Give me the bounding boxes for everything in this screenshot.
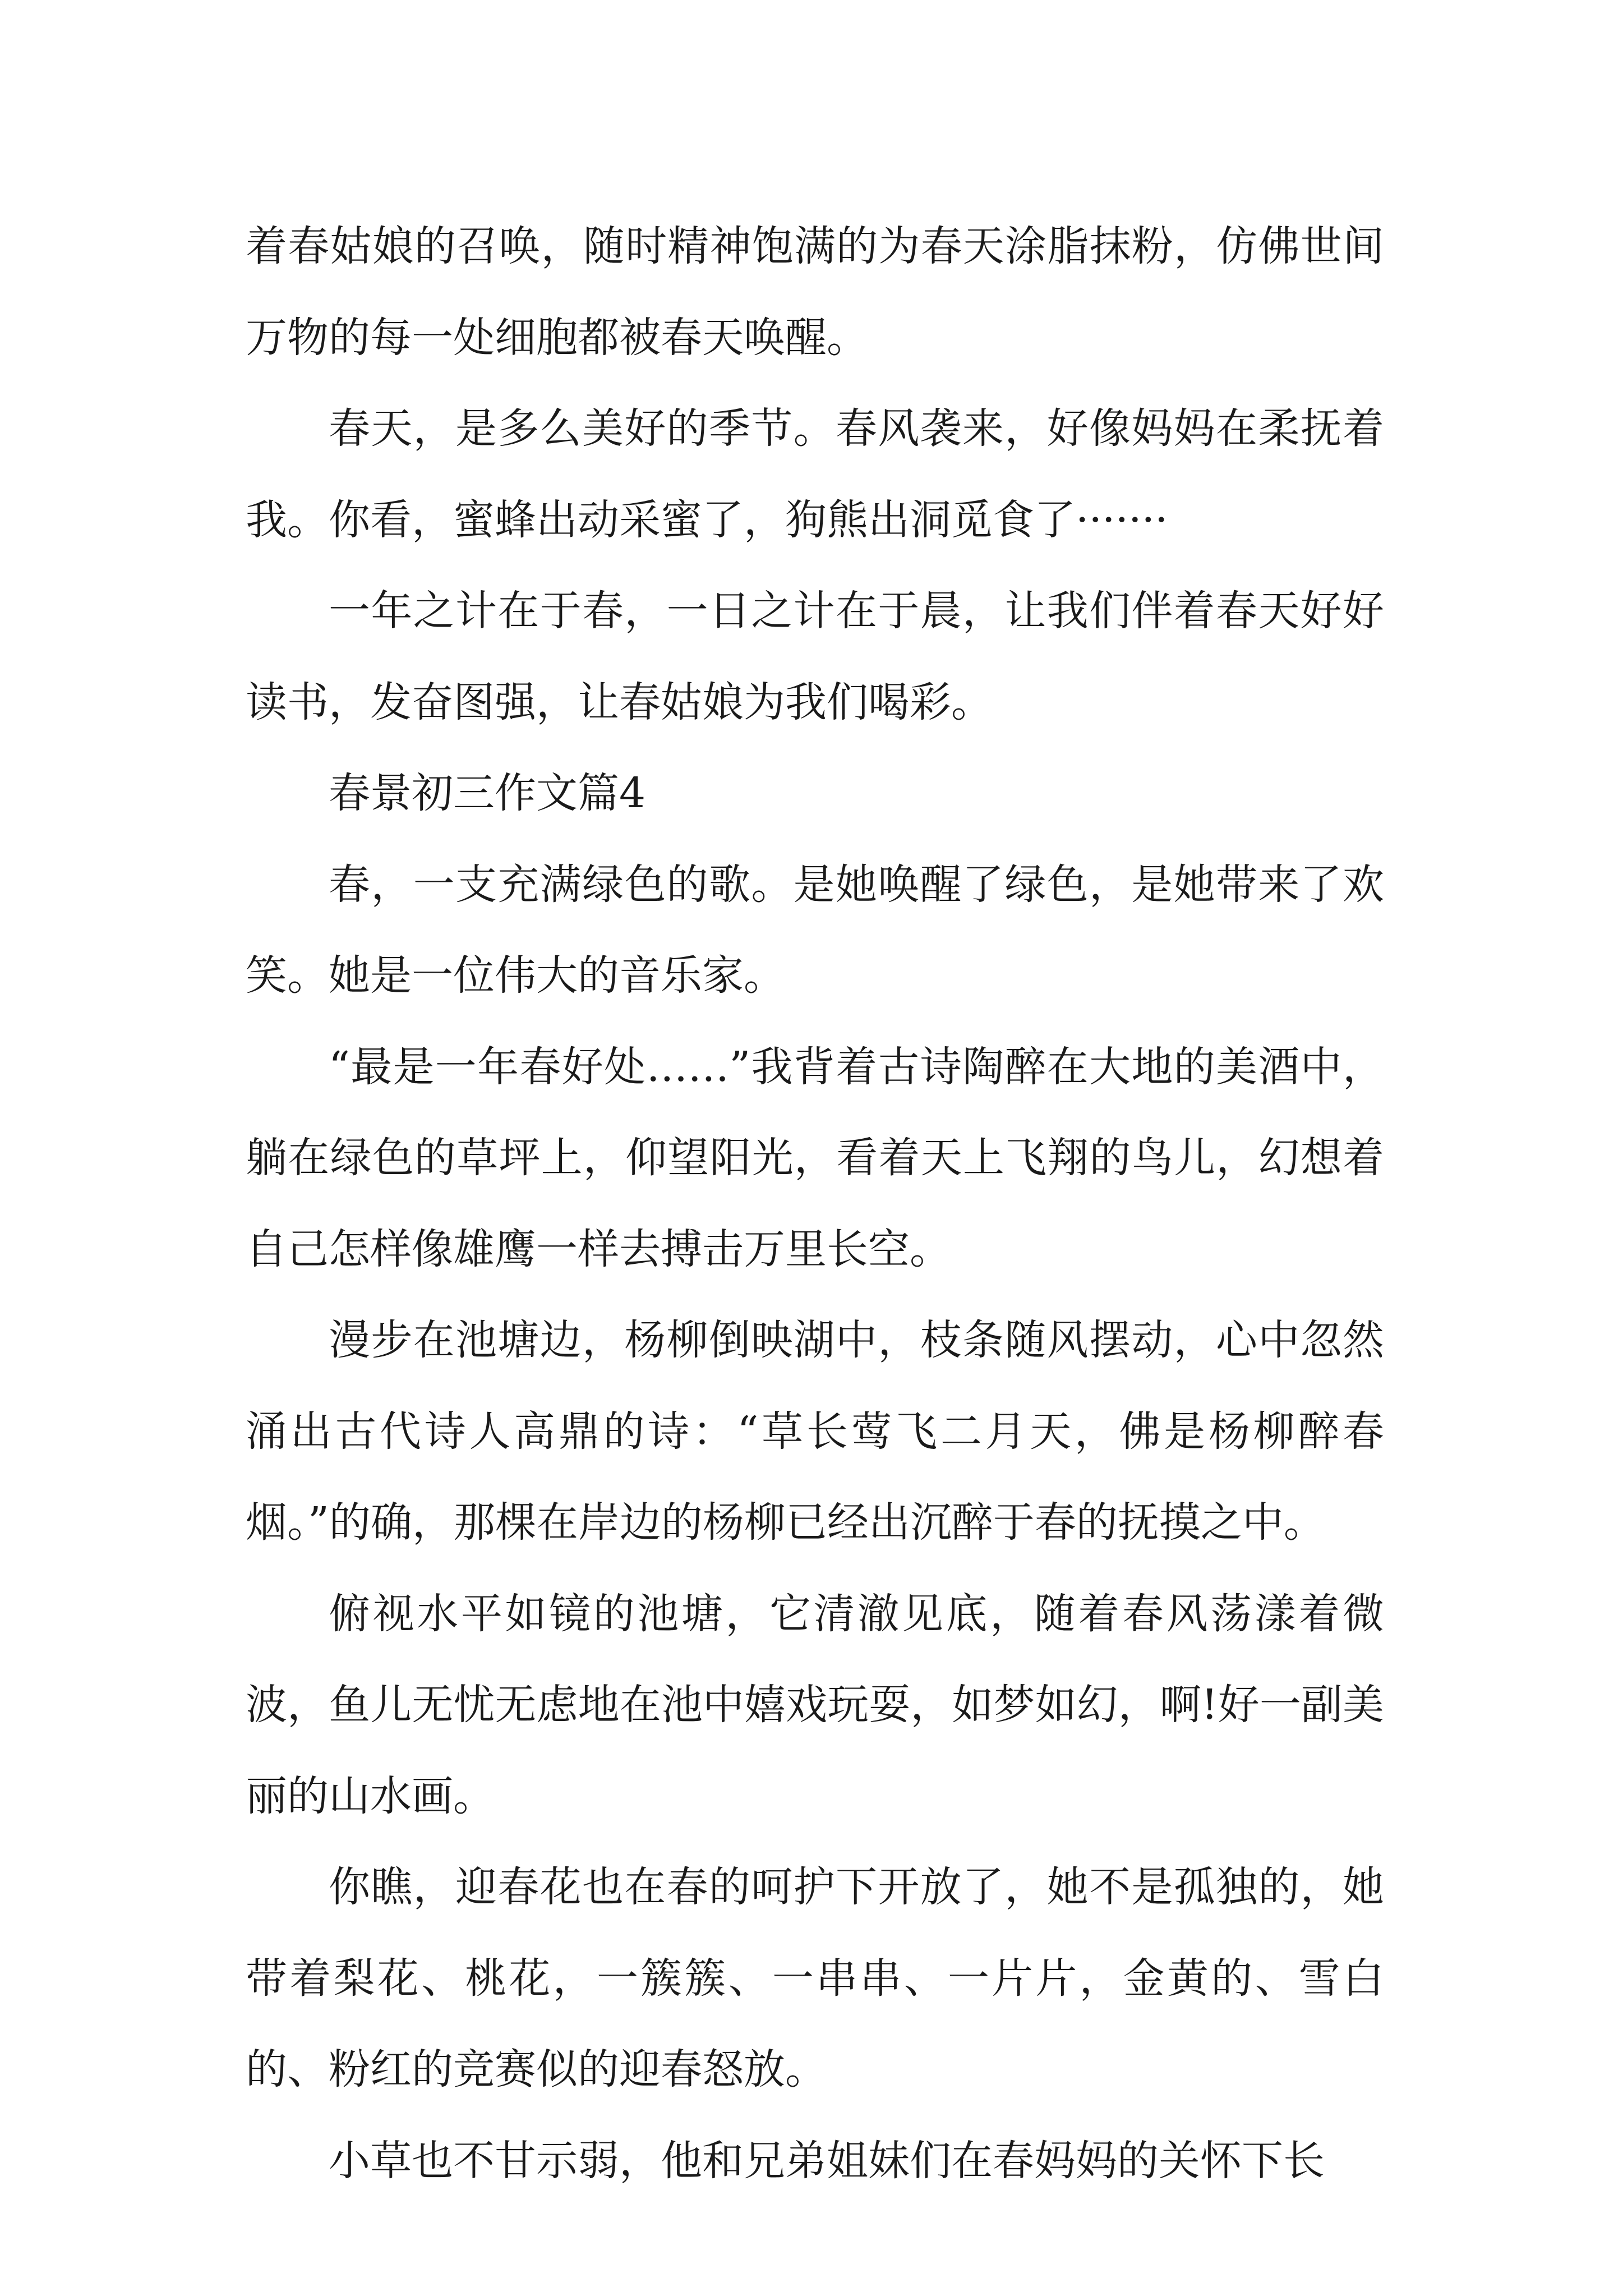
section-heading: 春景初三作文篇4 bbox=[329, 769, 646, 817]
paragraph-8: 俯视水平如镜的池塘，它清澈见底，随着春风荡漾着微波，鱼儿无忧无虑地在池中嬉戏玩耍，如梦如幻，啊!好一副美丽的山水画。 bbox=[246, 1589, 1384, 1820]
paragraph-1: 着春姑娘的召唤，随时精神饱满的为春天涂脂抹粉，仿佛世间万物的每一处细胞都被春天唤醒。 bbox=[246, 222, 1384, 362]
document-body bbox=[246, 201, 1384, 2206]
paragraph-3: 一年之计在于春，一日之计在于晨，让我们伴着春天好好读书，发奋图强，让春姑娘为我们喝彩。 bbox=[246, 587, 1384, 726]
paragraph-9: 你瞧，迎春花也在春的呵护下开放了，她不是孤独的，她带着梨花、桃花，一簇簇、一串串、一片片，金黄的、雪白的、粉红的竞赛似的迎春怒放。 bbox=[246, 1863, 1384, 2093]
paragraph-5: 春，一支充满绿色的歌。是她唤醒了绿色，是她带来了欢笑。她是一位伟大的音乐家。 bbox=[246, 860, 1384, 1000]
paragraph-10: 小草也不甘示弱，他和兄弟姐妹们在春妈妈的关怀下长 bbox=[329, 2136, 1325, 2185]
paragraph-6: “最是一年春好处……”我背着古诗陶醉在大地的美酒中，躺在绿色的草坪上，仰望阳光，看着天上飞翔的鸟儿，幻想着自己怎样像雄鹰一样去搏击万里长空。 bbox=[246, 1042, 1384, 1273]
paragraph-7: 漫步在池塘边，杨柳倒映湖中，枝条随风摆动，心中忽然涌出古代诗人高鼎的诗：“草长莺飞二月天，佛是杨柳醉春烟。”的确，那棵在岸边的杨柳已经出沉醉于春的抚摸之中。 bbox=[246, 1316, 1384, 1547]
paragraph-2: 春天，是多么美好的季节。春风袭来，好像妈妈在柔抚着我。你看，蜜蜂出动采蜜了，狗熊出洞觅食了······· bbox=[246, 404, 1384, 544]
